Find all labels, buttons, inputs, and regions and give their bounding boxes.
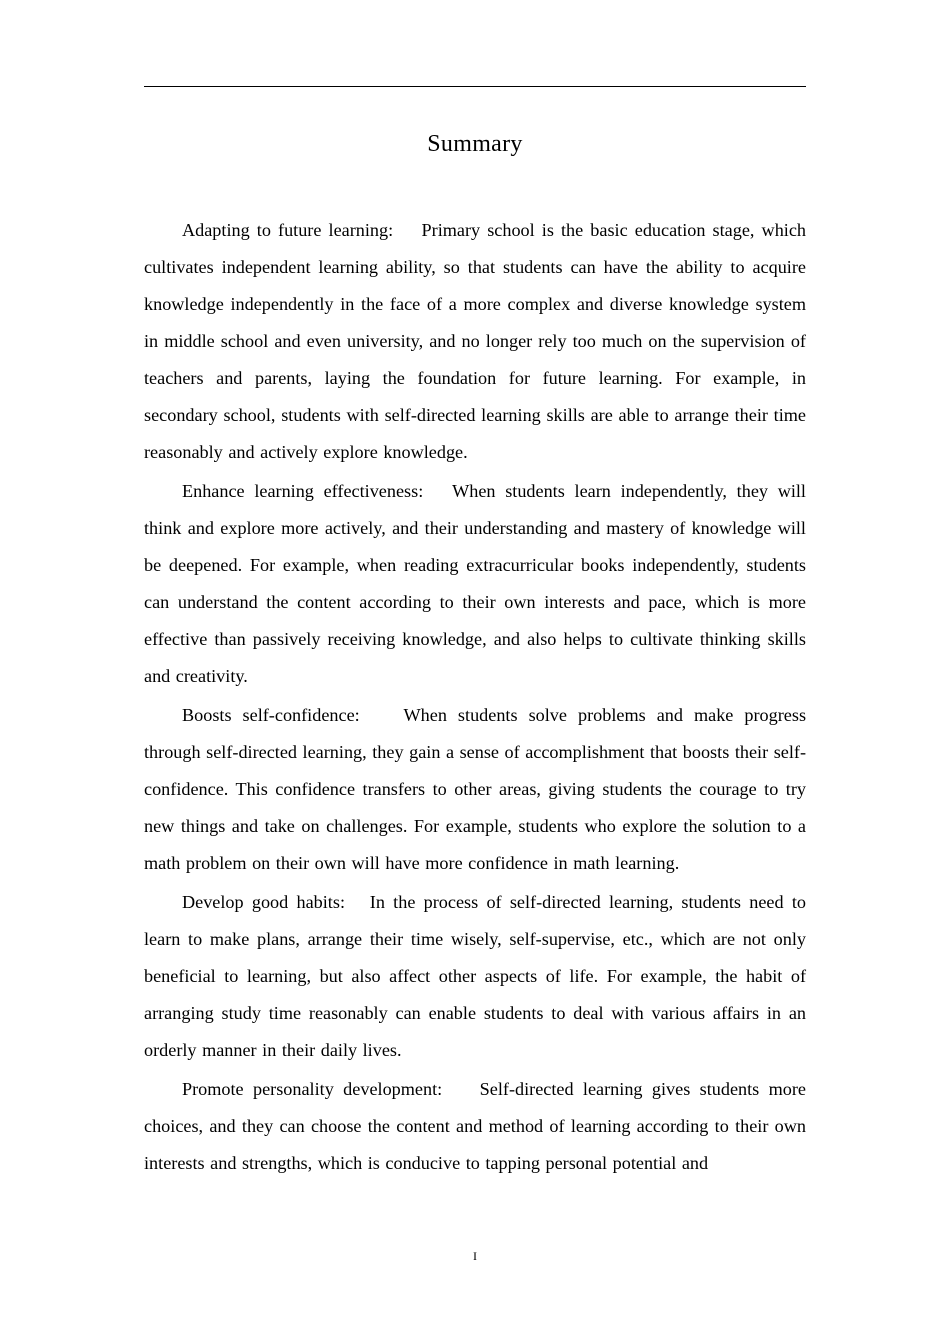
paragraph-good-habits	[144, 884, 806, 1069]
paragraph-self-confidence	[144, 697, 806, 882]
body-text	[144, 212, 806, 1184]
paragraph-personality-development	[144, 1071, 806, 1182]
paragraph-text: When students solve problems and make progress through self-directed learning, they gain a sense of accomplishment that boosts their self-confidence. This confidence transfers to other areas, giving students the courage to try new things and take on challenges. For example, students who explore the solution to a math problem on their own will have more confidence in math learning.	[144, 705, 807, 873]
paragraph-text: In the process of self-directed learning, students need to learn to make plans, arrange their time wisely, self-supervise, etc., which are not only beneficial to learning, but also affect other aspects of life. For example, the habit of arranging study time reasonably can enable students to deal with various affairs in an orderly manner in their daily lives.	[144, 892, 806, 1060]
paragraph-text: Primary school is the basic education stage, which cultivates independent learning ability, so that students can have the ability to acquire knowledge independently in the face of a more complex and diverse knowledge system in middle school and even university, and no longer rely too much on the supervision of teachers and parents, laying the foundation for future learning. For example, in secondary school, students with self-directed learning skills are able to arrange their time reasonably and actively explore knowledge.	[144, 220, 807, 462]
paragraph-heading: Promote personality development:	[182, 1079, 443, 1099]
paragraph-heading: Develop good habits:	[182, 892, 345, 912]
paragraph-text: When students learn independently, they will think and explore more actively, and their understanding and mastery of knowledge will be deepened. For example, when reading extracurricular books independently, students can understand the content according to their own interests and pace, which is more effective than passively receiving knowledge, and also helps to cultivate thinking skills and creativity.	[144, 481, 806, 686]
paragraph-text: Self-directed learning gives students more choices, and they can choose the content and method of learning according to their own interests and strengths, which is conducive to tapping personal potential and	[144, 1079, 806, 1173]
paragraph-future-learning	[144, 212, 806, 471]
page-title: Summary	[427, 131, 523, 157]
paragraph-heading: Adapting to future learning:	[182, 220, 394, 240]
paragraph-heading: Enhance learning effectiveness:	[182, 481, 424, 501]
page-number: I	[473, 1249, 477, 1263]
paragraph-learning-effectiveness	[144, 473, 806, 695]
paragraph-heading: Boosts self-confidence:	[182, 705, 360, 725]
header-rule	[144, 86, 806, 87]
